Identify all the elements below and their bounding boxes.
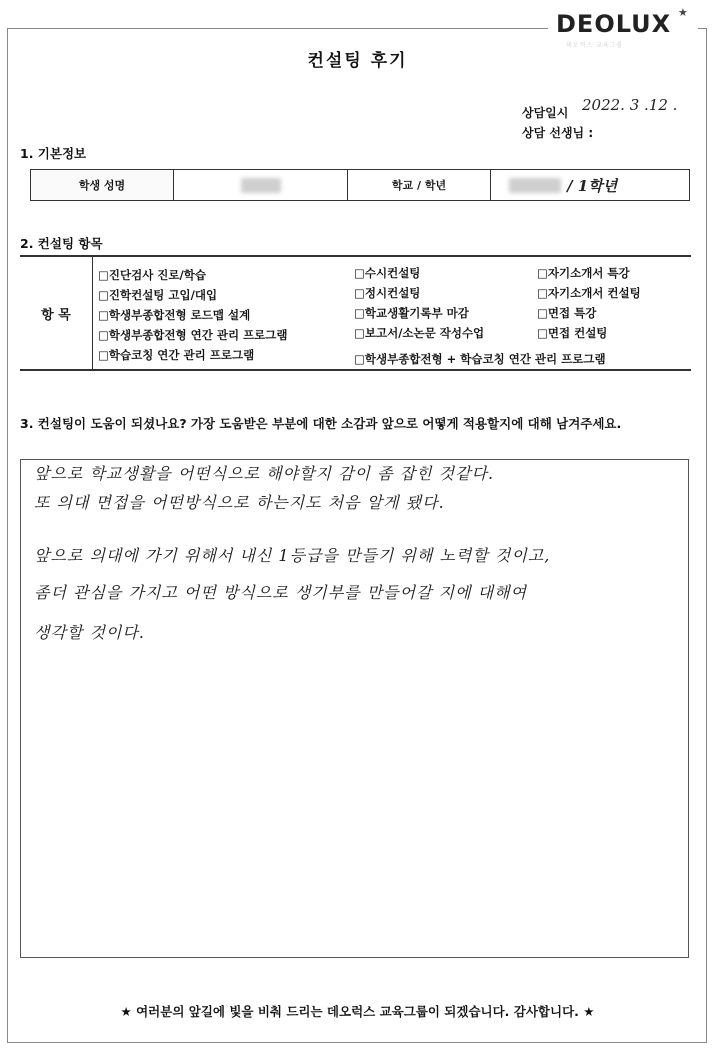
table-bottom-border bbox=[20, 369, 691, 371]
checkbox-item[interactable]: □자기소개서 컨설팅 bbox=[537, 286, 641, 300]
school-grade-label: 학교 / 학년 bbox=[348, 170, 491, 200]
checkbox-item[interactable]: □보고서/소논문 작성수업 bbox=[354, 326, 485, 340]
handwritten-line: 앞으로 의대에 가기 위해서 내신 1등급을 만들기 위해 노력할 것이고, bbox=[34, 546, 551, 565]
table-divider bbox=[92, 256, 93, 370]
handwritten-line: 좀더 관심을 가지고 어떤 방식으로 생기부를 만들어갈 지에 대해여 bbox=[34, 583, 528, 602]
handwritten-line: 생각할 것이다. bbox=[34, 623, 145, 642]
section3-question: 3. 컨설팅이 도움이 되셨나요? 가장 도움받은 부분에 대한 소감과 앞으로 어떻게 적용할지에 대해 남겨주세요. bbox=[20, 416, 622, 431]
checkbox-item[interactable]: □학생부종합전형 연간 관리 프로그램 bbox=[98, 328, 288, 342]
checkbox-item[interactable]: □수시컨설팅 bbox=[354, 266, 421, 280]
teacher-label: 상담 선생님 : bbox=[522, 126, 594, 140]
student-name-value bbox=[174, 170, 348, 200]
redacted-name bbox=[241, 178, 281, 193]
checkbox-item[interactable]: □정시컨설팅 bbox=[354, 286, 421, 300]
student-name-label: 학생 성명 bbox=[31, 170, 174, 200]
table-top-border bbox=[20, 255, 691, 257]
redacted-school bbox=[509, 178, 561, 193]
handwritten-line: 또 의대 면접을 어떤방식으로 하는지도 처음 알게 됐다. bbox=[34, 493, 445, 512]
checkbox-item[interactable]: □자기소개서 특강 bbox=[537, 266, 630, 280]
feedback-box bbox=[20, 459, 689, 958]
footer-message: ★ 여러분의 앞길에 빛을 비춰 드리는 데오럭스 교육그룹이 되겠습니다. 감사합니다. ★ bbox=[120, 1004, 595, 1019]
checkbox-item[interactable]: □학생부종합전형 로드맵 설계 bbox=[98, 308, 251, 322]
school-grade-value bbox=[491, 170, 689, 200]
checkbox-item[interactable]: □면접 컨설팅 bbox=[537, 326, 608, 340]
logo-subtitle: 데오럭스 교육그룹 bbox=[566, 42, 624, 49]
logo-star-icon: ★ bbox=[678, 6, 688, 19]
checkbox-item[interactable]: □진학컨설팅 고입/대입 bbox=[98, 288, 218, 302]
handwritten-line: 앞으로 학교생활을 어떤식으로 해야할지 감이 좀 잡힌 것같다. bbox=[34, 464, 495, 483]
date-label: 상담일시 bbox=[522, 106, 569, 120]
checkbox-item[interactable]: □학생부종합전형 + 학습코칭 연간 관리 프로그램 bbox=[354, 352, 606, 366]
page-title: 컨설팅 후기 bbox=[307, 51, 408, 71]
checkbox-item[interactable]: □학습코칭 연간 관리 프로그램 bbox=[98, 348, 255, 362]
checkbox-item[interactable]: □진단검사 진로/학습 bbox=[98, 268, 206, 282]
section2-heading: 2. 컨설팅 항목 bbox=[20, 236, 103, 251]
items-row-label: 항 목 bbox=[41, 307, 71, 323]
date-value: 2022. 3 .12 . bbox=[582, 96, 678, 114]
section1-heading: 1. 기본정보 bbox=[20, 146, 87, 161]
grade-value: / 1학년 bbox=[567, 176, 618, 195]
checkbox-item[interactable]: □학교생활기록부 마감 bbox=[354, 306, 469, 320]
brand-logo: DEOLUX bbox=[556, 10, 672, 38]
basic-info-table bbox=[30, 169, 690, 201]
checkbox-item[interactable]: □면접 특강 bbox=[537, 306, 597, 320]
